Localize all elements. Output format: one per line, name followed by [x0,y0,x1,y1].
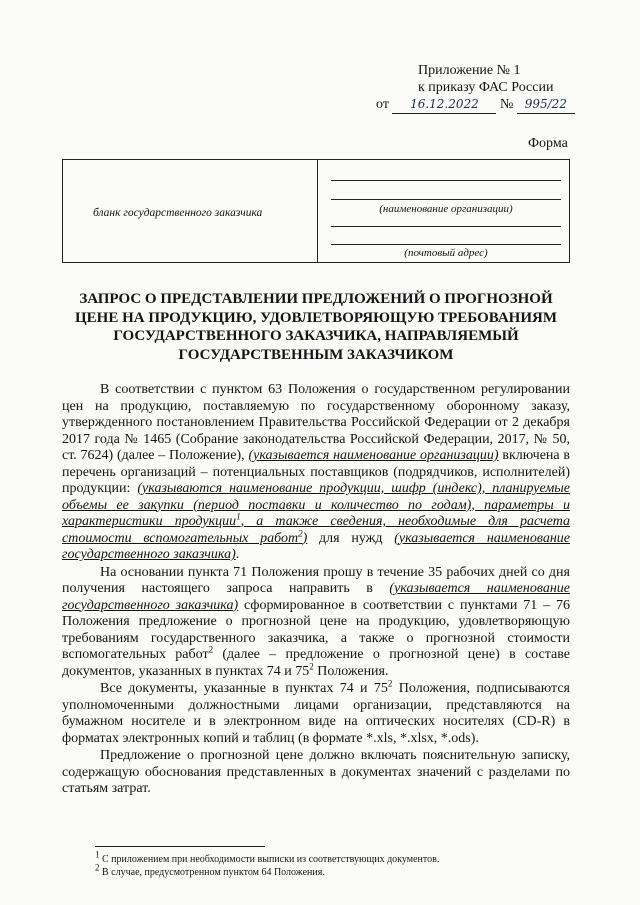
footnote-1: $^1$ С приложением при необходимости выписки из соответствующих документов. [95,849,440,865]
paragraph-4: Предложение о прогнозной цене должно включать пояснительную записку, содержащую обоснования представленных в документах значений с разделами по статьям затрат. [62,748,570,796]
superscript: 2 [309,660,314,671]
number-prefix: № [499,97,514,112]
paragraph-1: В соответствии с пунктом 63 Положения о государственном регулировании цен на продукцию, поставляемую по государственному оборонному заказу, утвержденного постановлением Правительства Российской Федерации от 2 декабря 2017 года № 1465 (Собрание законодательства Российской Федерации, 2017, № 50, ст. 7624) (далее – Положение), (указывается наименование организации) включена в перечень организаций – потенциальных поставщиков (подрядчиков, исполнителей) продукции: (указываются наименование продукции, шифр (индекс), планируемые объемы ее закупки (период поставки и количество по годам), параметры и характеристики продукции$^1$, а также сведения, необходимые для расчета стоимости вспомогательных работ$^2$) для нужд (указывается наименование государственного заказчика). [62,382,570,562]
footnote-ref-2: 2 [208,644,214,655]
appendix-block [376,62,575,114]
footnotes [95,849,440,879]
body-text [62,382,570,798]
org-line-1 [331,180,561,181]
order-date: 16.12.2022 [392,96,496,114]
placeholder-customer: (указывается наименование государственного заказчика) [62,530,570,562]
footnote-2: $^2$ В случае, предусмотренном пунктом 64 Положения. [95,862,325,878]
org-caption: (наименование организации) [379,203,513,215]
from-prefix: от [376,97,389,112]
paragraph-3: Все документы, указанные в пунктах 74 и $75^2$ Положения, подписываются уполномоченными должностными лицами организации, представляются на бумажном носителе и в электронном виде на оптических носителях (CD-R) в форматах электронных копий и таблиц (в формате *.xls, *.xlsx, *.ods). [62,678,570,746]
order-date-number-line [376,96,575,114]
placeholder-customer: (указывается наименование государственного заказчика) [62,581,570,613]
address-caption: (почтовый адрес) [404,247,488,259]
placeholder-organization: (указывается наименование организации) [248,448,499,463]
address-line-2 [331,244,561,245]
form-label: Форма [528,136,568,151]
box-divider [317,160,318,262]
letterhead-box [62,159,570,263]
footnote-ref-1: 1 [236,511,241,522]
placeholder-product: (указываются наименование продукции, шифр (индекс), планируемые объемы ее закупки (период поставки и количество по годам), параметры и характеристики продукции$^1$, а также сведения, необходимые для расчета стоимости вспомогательных работ$^2$) [62,481,570,546]
order-line: к приказу ФАС России [418,80,554,95]
appendix-line: Приложение № 1 [418,63,521,78]
paragraph-2: На основании пункта 71 Положения прошу в течение 35 рабочих дней со дня получения настоящего запроса направить в (указывается наименование государственного заказчика) сформированное в соответствии с пунктами 71 – 76 Положения предложение о прогнозной цене на продукцию, удовлетворяющую требованиям государственного заказчика, а также о прогнозной стоимости вспомогательных работ$^2$ (далее – предложение о прогнозной цене) в составе документов, указанных в пунктах 74 и $75^2$ Положения. [62,564,570,679]
address-line-1 [331,226,561,227]
document-title: ЗАПРОС О ПРЕДСТАВЛЕНИИ ПРЕДЛОЖЕНИЙ О ПРОГНОЗНОЙ ЦЕНЕ НА ПРОДУКЦИЮ, УДОВЛЕТВОРЯЮЩУЮ ТРЕБОВАНИЯМ ГОСУДАРСТВЕННОГО ЗАКАЗЧИКА, НАПРАВЛЯЕМЫЙ ГОСУДАРСТВЕННЫМ ЗАКАЗЧИКОМ [74,291,558,363]
footnote-ref-2: 2 [298,527,303,538]
order-number: 995/22 [517,96,575,114]
footnote-separator [95,846,265,847]
org-line-2 [331,199,561,200]
blank-label: бланк государственного заказчика [93,207,263,219]
superscript: 2 [387,678,393,689]
